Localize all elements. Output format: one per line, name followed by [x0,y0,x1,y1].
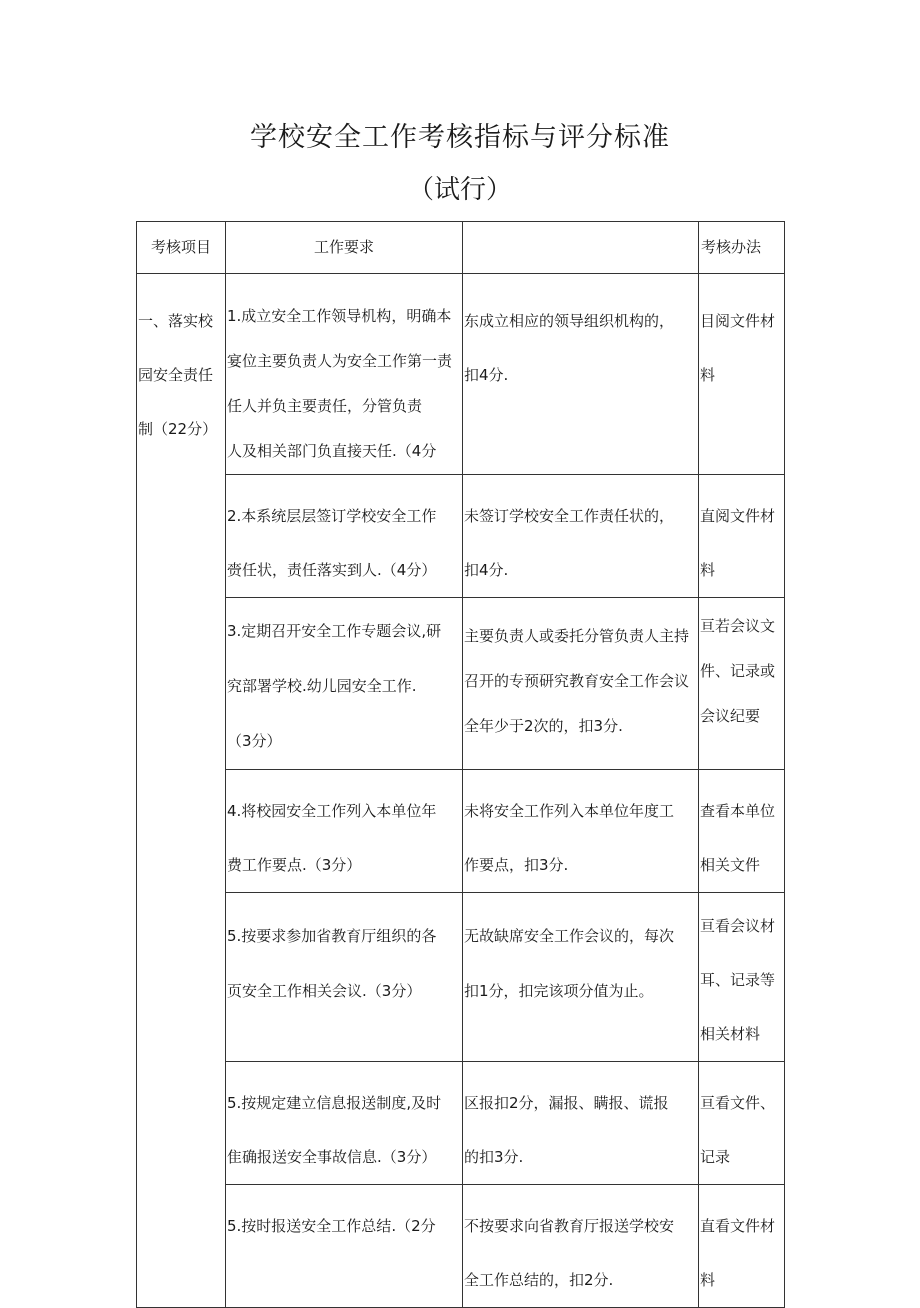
deduction-cell: 未签订学校安全工作责任状的， 扣4分. [463,475,699,598]
method-cell: 直看文件材 料 [699,1185,785,1308]
deduction-cell: 东成立相应的领导组织机构的， 扣4分. [463,274,699,475]
requirement-cell: 3.定期召开安全工作专题会议,研 究部署学校.幼儿园安全工作. （3分） [226,598,463,770]
document-subtitle: （试行） [407,175,512,205]
table-header-row [137,222,785,274]
table-row [137,1185,785,1308]
requirement-cell: 5.按要求参加省教育厅组织的各 页安全工作相关会议.（3分） [226,893,463,1062]
requirement-cell: 4.将校园安全工作列入本单位年 费工作要点.（3分） [226,770,463,893]
header-method: 考核办法 [699,222,785,274]
header-requirement: 工作要求 [226,222,463,274]
deduction-cell: 不按要求向省教育厅报送学校安 全工作总结的，扣2分. [463,1185,699,1308]
document-title: 学校安全工作考核指标与评分标准 [250,122,670,153]
table-row [137,598,785,770]
table-row [137,893,785,1062]
requirement-cell: 2.本系统层层签订学校安全工作 赍任状，责任落实到人.（4分） [226,475,463,598]
method-cell: 直阅文件材 料 [699,475,785,598]
table-row [137,770,785,893]
method-cell: 亘若会议文 件、记录或 会议纪要 [699,598,785,770]
category-cell: 一、落实校 园安全责任 制（22分） [137,274,226,1308]
method-cell: 亘看文件、 记录 [699,1062,785,1185]
requirement-cell: 5.按规定建立信息报送制度,及时 隹确报送安全事故信息.（3分） [226,1062,463,1185]
deduction-cell: 主要负责人或委托分管负责人主持 召开的专预研究教育安全工作会议 全年少于2次的，扣3分. [463,598,699,770]
method-cell: 目阅文件材 料 [699,274,785,475]
requirement-cell: 5.按时报送安全工作总结.（2分 [226,1185,463,1308]
assessment-table [136,221,785,1308]
deduction-cell: 无故缺席安全工作会议的，每次 扣1分，扣完该项分值为止。 [463,893,699,1062]
requirement-cell: 1.成立安全工作领导机构，明确本 宴位主要负责人为安全工作第一责 任人并负主要责任，分管负责 人及相关部门负直接天任.（4分 [226,274,463,475]
table-row [137,1062,785,1185]
header-deduction [463,222,699,274]
method-cell: 查看本单位 相关文件 [699,770,785,893]
table-row [137,274,785,475]
table-row [137,475,785,598]
deduction-cell: 区报扣2分，漏报、瞒报、谎报 的扣3分. [463,1062,699,1185]
method-cell: 亘看会议材 耳、记录等 相关材料 [699,893,785,1062]
deduction-cell: 未将安全工作列入本单位年度工 作要点，扣3分. [463,770,699,893]
header-category: 考核项目 [137,222,226,274]
